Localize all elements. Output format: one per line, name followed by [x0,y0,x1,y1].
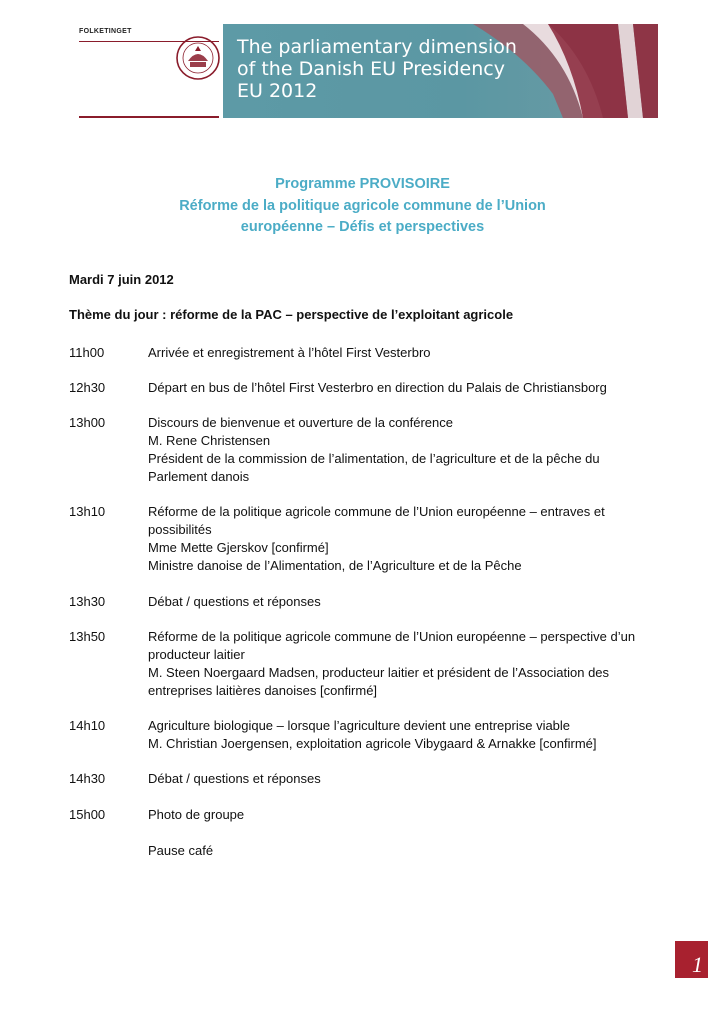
schedule-line: Parlement danois [148,469,250,484]
schedule-description [148,717,658,753]
schedule-line: M. Steen Noergaard Madsen, producteur laitier et président de l’Association des [148,665,610,680]
schedule-description [148,503,658,575]
header-rule-bottom [79,116,219,118]
schedule-description [148,593,658,611]
schedule-line: Mme Mette Gjerskov [confirmé] [148,540,329,555]
schedule-line: Arrivée et enregistrement à l’hôtel First Vesterbro [148,345,431,360]
schedule-line: Départ en bus de l’hôtel First Vesterbro en direction du Palais de Christiansborg [148,380,607,395]
event-date: Mardi 7 juin 2012 [69,272,174,287]
schedule-line: Pause café [148,843,214,858]
schedule-description [148,379,658,397]
schedule-description [148,770,658,788]
schedule-description [148,344,658,362]
banner-title [237,36,517,102]
schedule-line: Débat / questions et réponses [148,594,321,609]
programme-title-line-3: européenne – Défis et perspectives [240,219,485,235]
schedule-line: Débat / questions et réponses [148,771,321,786]
schedule-time: 13h10 [69,504,106,519]
schedule-time: 13h00 [69,415,106,430]
banner-line-1: The parliamentary dimension [237,36,517,58]
schedule-line: Président de la commission de l’alimentation, de l’agriculture et de la pêche du [148,451,600,466]
schedule-line: Discours de bienvenue et ouverture de la conférence [148,415,453,430]
schedule-line: possibilités [148,522,212,537]
schedule-line: Photo de groupe [148,807,245,822]
schedule-description [148,628,658,700]
schedule-time: 13h50 [69,629,106,644]
schedule-line: Agriculture biologique – lorsque l’agriculture devient une entreprise viable [148,718,571,733]
programme-title [0,174,725,239]
schedule-description [148,806,658,824]
schedule-time: 12h30 [69,380,106,395]
programme-title-line-2: Réforme de la politique agricole commune de l’Union [179,197,546,214]
presidency-banner [223,24,658,118]
banner-line-2: of the Danish EU Presidency [237,58,505,80]
day-theme: Thème du jour : réforme de la PAC – perspective de l’exploitant agricole [69,307,514,322]
schedule-time: 15h00 [69,807,106,822]
schedule-description [148,414,658,486]
org-name: FOLKETINGET [79,28,132,35]
schedule-line: M. Rene Christensen [148,433,271,448]
schedule-line: producteur laitier [148,647,245,662]
schedule-time: 14h10 [69,718,106,733]
schedule-line: M. Christian Joergensen, exploitation agricole Vibygaard & Arnakke [confirmé] [148,736,597,751]
page-number: 1 [692,952,703,977]
schedule-time: 14h30 [69,771,106,786]
schedule-line: Réforme de la politique agricole commune de l’Union européenne – perspective d’un [148,629,636,644]
schedule-line: Ministre danoise de l’Alimentation, de l’Agriculture et de la Pêche [148,558,522,573]
schedule-description [148,842,658,860]
folketinget-seal-icon [175,35,221,81]
page-number-rule [675,978,708,979]
header-logo-block [79,24,219,118]
schedule-time: 13h30 [69,594,106,609]
schedule-line: Réforme de la politique agricole commune de l’Union européenne – entraves et [148,504,605,519]
programme-title-line-1: Programme PROVISOIRE [275,176,450,192]
banner-line-3: EU 2012 [237,80,318,102]
schedule-line: entreprises laitières danoises [confirmé] [148,683,378,698]
schedule-time: 11h00 [69,345,105,360]
